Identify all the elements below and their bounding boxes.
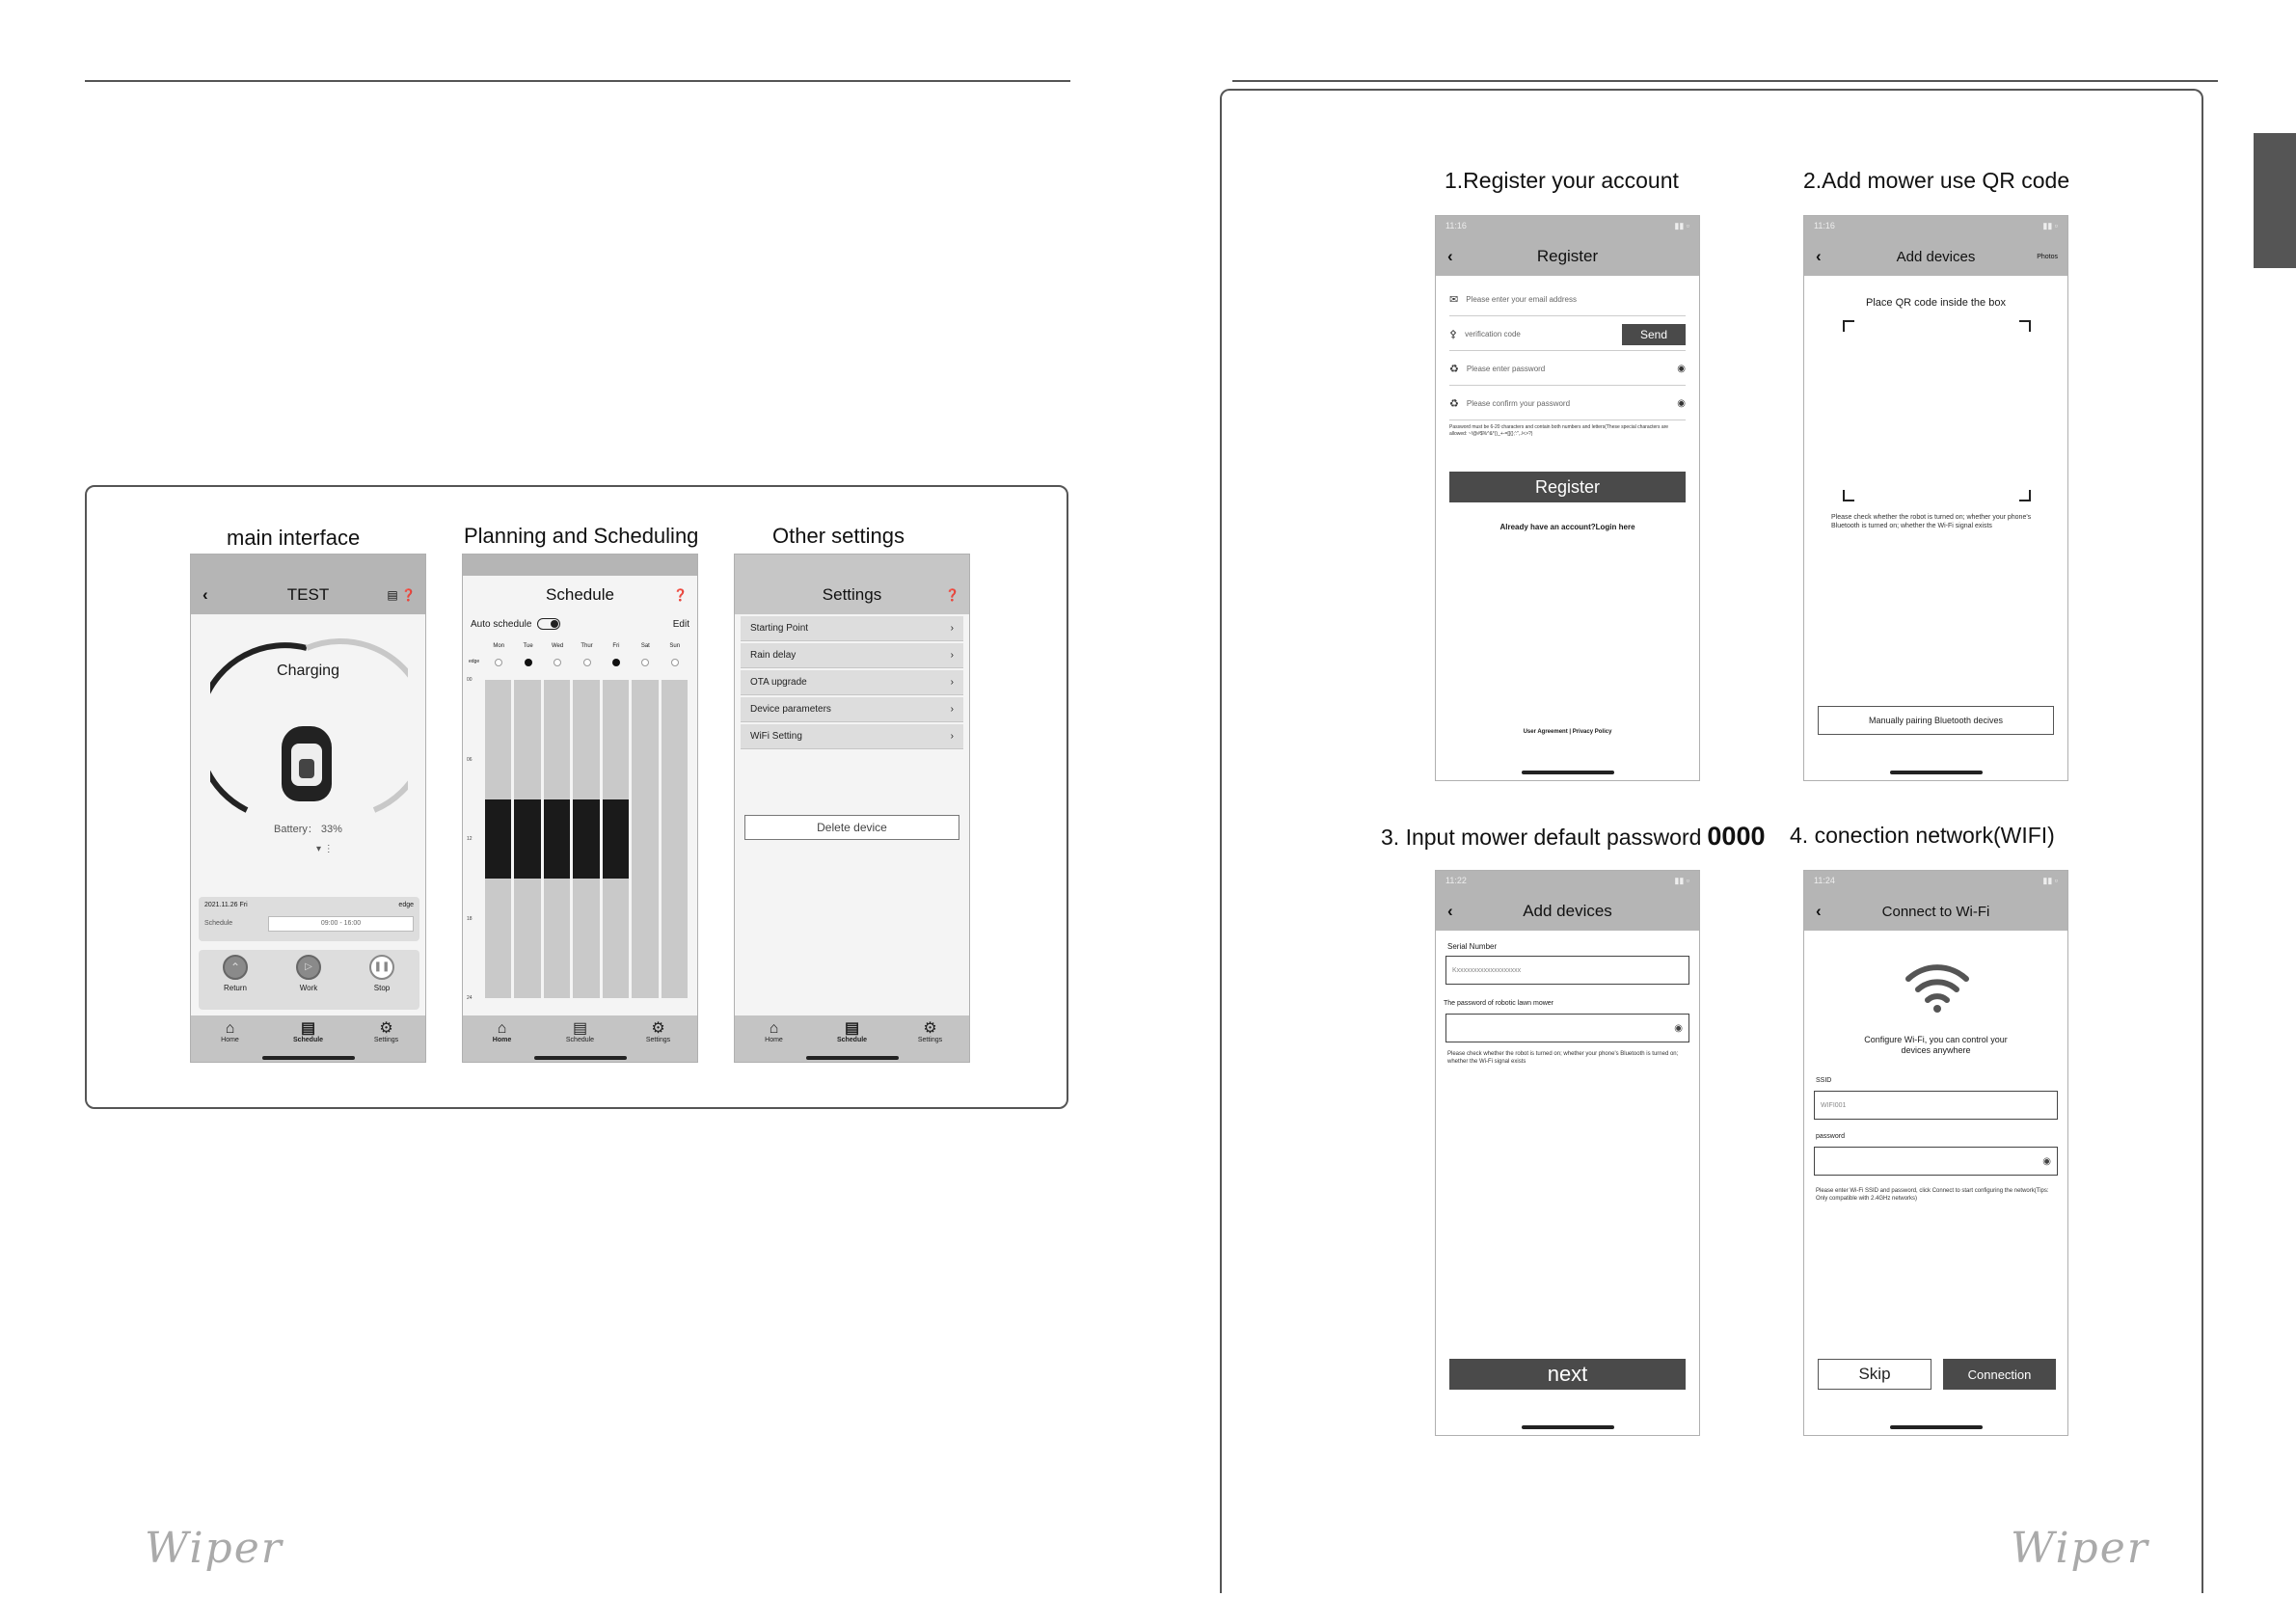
confirm-password-field[interactable] <box>1449 388 1686 420</box>
tab-home[interactable] <box>202 1021 259 1043</box>
confirm-placeholder: Please confirm your password <box>1466 399 1571 408</box>
item-label: Device parameters <box>750 704 831 715</box>
status-bar <box>1804 216 2067 237</box>
password-rules-note: Password must be 6-20 characters and contain both numbers and letters(These special characters are allowed: ~!@#$%^&*()_+-=[]{};':",./<>?) <box>1449 424 1669 437</box>
caption-qr: 2.Add mower use QR code <box>1803 168 2070 193</box>
charging-status: Charging <box>277 663 339 679</box>
phone-register <box>1435 215 1700 781</box>
left-top-rule <box>85 80 1070 82</box>
tab-schedule[interactable] <box>280 1021 338 1043</box>
gear-icon: ⚙ <box>379 1020 393 1037</box>
wifi-password-input[interactable] <box>1814 1147 2058 1176</box>
qr-note: Please check whether the robot is turned on; whether your phone's Bluetooth is turned on; whether the Wi-Fi signal exists <box>1831 514 2032 529</box>
day-column[interactable] <box>662 680 688 998</box>
edge-radio[interactable] <box>495 659 502 666</box>
key-icon: ⚴ <box>1449 329 1458 340</box>
password-placeholder: Please enter password <box>1466 365 1546 373</box>
qr-instruction: Place QR code inside the box <box>1866 297 2006 309</box>
battery-level: Battery： 33% <box>274 824 342 835</box>
home-icon: ⌂ <box>225 1020 235 1037</box>
serial-label: Serial Number <box>1447 942 1498 951</box>
caption-password-text: 3. Input mower default password <box>1381 825 1702 850</box>
settings-item-device-parameters[interactable] <box>741 697 963 722</box>
chevron-right-icon: › <box>950 677 954 688</box>
day-column[interactable] <box>632 680 658 998</box>
tab-home-label: Home <box>492 1037 512 1043</box>
settings-tabbar <box>735 1015 969 1062</box>
gear-icon: ⚙ <box>923 1020 937 1037</box>
eye-off-icon[interactable]: ◉ <box>1677 364 1686 374</box>
status-time: 11:22 <box>1445 876 1467 885</box>
status-bar <box>1436 871 1699 892</box>
phone-main-interface <box>190 554 426 1063</box>
schedule-tabbar <box>463 1015 697 1062</box>
mower-password-label: The password of robotic lawn mower <box>1444 1000 1553 1007</box>
hour-label: 18 <box>467 915 473 922</box>
qr-scan-frame <box>1843 320 2031 501</box>
schedule-title: Schedule <box>546 585 614 604</box>
tab-settings-label: Settings <box>917 1037 943 1043</box>
home-indicator <box>534 1056 627 1060</box>
mower-password-input[interactable] <box>1445 1014 1689 1042</box>
edge-label: edge <box>469 659 480 664</box>
return-label: Return <box>223 984 247 992</box>
phone-add-device <box>1435 870 1700 1436</box>
delete-device-button[interactable]: Delete device <box>744 815 959 840</box>
status-bar <box>735 555 969 576</box>
back-icon[interactable]: ‹ <box>1447 902 1453 920</box>
wifi-note: Please enter Wi-Fi SSID and password, click Connect to start configuring the network(Tips: Only compatible with 2.4GHz networks) <box>1816 1188 2049 1202</box>
lock-icon: ♻ <box>1449 398 1459 410</box>
tab-schedule[interactable] <box>552 1021 609 1043</box>
schedule-block[interactable] <box>573 799 599 880</box>
caption-planning: Planning and Scheduling <box>464 524 699 548</box>
day-header-row <box>484 643 689 655</box>
caption-main-interface: main interface <box>227 526 361 550</box>
add-device-note: Please check whether the robot is turned on; whether your phone's Bluetooth is turned on; whether the Wi-Fi signal exists <box>1447 1051 1679 1065</box>
connection-button[interactable]: Connection <box>1943 1359 2056 1390</box>
password-field[interactable] <box>1449 353 1686 386</box>
back-icon[interactable]: ‹ <box>1816 902 1822 920</box>
tab-settings[interactable] <box>630 1021 688 1043</box>
qr-header <box>1804 237 2067 276</box>
wifi-message: Configure Wi-Fi, you can control your devices anywhere <box>1864 1035 2008 1055</box>
code-placeholder: verification code <box>1465 330 1521 338</box>
edge-radio[interactable] <box>583 659 591 666</box>
wifi-header <box>1804 892 2067 931</box>
serial-number-input[interactable]: Kxxxxxxxxxxxxxxxxxxx <box>1445 956 1689 985</box>
wifi-icon <box>1904 958 1970 1014</box>
schedule-edge: edge <box>398 902 414 908</box>
brand-logo-left: Wiper <box>145 1524 284 1573</box>
skip-button[interactable]: Skip <box>1818 1359 1931 1390</box>
edge-radio[interactable] <box>641 659 649 666</box>
photos-link[interactable]: Photos <box>2037 253 2058 260</box>
privacy-policy-link[interactable]: Privacy Policy <box>1572 729 1612 735</box>
schedule-grid <box>484 680 689 998</box>
settings-item-wifi-setting[interactable] <box>741 724 963 749</box>
add-device-title: Add devices <box>1523 902 1612 920</box>
hour-label: 06 <box>467 756 473 763</box>
status-time: 11:24 <box>1814 876 1835 885</box>
edge-radio[interactable] <box>612 659 620 666</box>
work-button[interactable] <box>289 955 328 992</box>
tab-schedule-label: Schedule <box>292 1037 324 1043</box>
home-indicator <box>1522 771 1614 774</box>
home-indicator <box>806 1056 899 1060</box>
chevron-right-icon: › <box>950 704 954 715</box>
email-field[interactable] <box>1449 284 1686 316</box>
tab-home[interactable] <box>745 1021 803 1043</box>
day-label: Thur <box>581 643 593 649</box>
phone-settings <box>734 554 970 1063</box>
back-icon[interactable]: ‹ <box>1447 247 1453 265</box>
phone-qr <box>1803 215 2068 781</box>
status-time: 11:16 <box>1814 221 1835 230</box>
work-label: Work <box>299 984 318 992</box>
status-time: 11:16 <box>1445 221 1467 230</box>
schedule-header <box>463 576 697 614</box>
tab-schedule-label: Schedule <box>836 1037 868 1043</box>
schedule-time: 09:00 - 16:00 <box>268 916 414 932</box>
login-prefix: Already have an account? <box>1499 523 1596 531</box>
tab-settings[interactable] <box>358 1021 416 1043</box>
schedule-card[interactable] <box>199 897 419 941</box>
status-bar <box>1804 871 2067 892</box>
stop-button[interactable] <box>363 955 401 992</box>
manual-pairing-button[interactable]: Manually pairing Bluetooth decives <box>1818 706 2054 735</box>
legal-links: User Agreement | Privacy Policy <box>1523 729 1612 735</box>
ssid-input[interactable]: WIFI001 <box>1814 1091 2058 1120</box>
signal-icon: ▮▮ ▫ <box>1674 876 1689 885</box>
status-bar <box>463 555 697 576</box>
register-header <box>1436 237 1699 276</box>
send-code-button[interactable]: Send <box>1622 324 1686 345</box>
right-top-rule <box>1232 80 2218 82</box>
next-button[interactable]: next <box>1449 1359 1686 1390</box>
item-label: Rain delay <box>750 650 797 661</box>
main-header <box>191 576 425 614</box>
schedule-block[interactable] <box>603 799 629 880</box>
hour-label: 12 <box>467 836 473 842</box>
tab-home-label: Home <box>221 1037 239 1043</box>
tab-schedule-label: Schedule <box>565 1037 595 1043</box>
status-bar <box>1436 216 1699 237</box>
add-device-header <box>1436 892 1699 931</box>
day-label: Sat <box>640 643 650 649</box>
edge-radio[interactable] <box>671 659 679 666</box>
calendar-icon: ▤ <box>300 1020 316 1037</box>
wifi-password-label: password <box>1816 1133 1845 1140</box>
home-indicator <box>1522 1425 1614 1429</box>
edge-row <box>484 657 689 668</box>
status-bar <box>191 555 425 576</box>
phone-schedule <box>462 554 698 1063</box>
home-indicator <box>1890 1425 1983 1429</box>
item-label: OTA upgrade <box>750 677 807 688</box>
ssid-label: SSID <box>1816 1077 1832 1084</box>
tab-home[interactable] <box>473 1021 531 1043</box>
main-tabbar <box>191 1015 425 1062</box>
chevron-right-icon: › <box>950 650 954 661</box>
verification-code-field[interactable] <box>1449 318 1686 351</box>
calendar-icon: ▤ <box>844 1020 860 1037</box>
calendar-icon: ▤ <box>572 1020 588 1037</box>
stop-label: Stop <box>373 984 391 992</box>
edit-button[interactable]: Edit <box>672 618 689 630</box>
wifi-icon: ▾ ⋮ <box>316 844 334 854</box>
stop-icon: ❚❚ <box>369 955 394 980</box>
caption-password-code: 0000 <box>1707 822 1766 851</box>
hour-column <box>467 677 482 1001</box>
tab-settings-label: Settings <box>645 1037 671 1043</box>
day-label: Wed <box>551 643 564 649</box>
item-label: WiFi Setting <box>750 731 802 742</box>
tab-schedule[interactable] <box>824 1021 881 1043</box>
brand-logo-right: Wiper <box>2011 1524 2149 1573</box>
edge-radio[interactable] <box>525 659 532 666</box>
schedule-block[interactable] <box>485 799 511 880</box>
chevron-right-icon: › <box>950 623 954 634</box>
edge-radio[interactable] <box>554 659 561 666</box>
signal-icon: ▮▮ ▫ <box>2042 876 2058 885</box>
day-label: Fri <box>612 643 620 649</box>
help-icon[interactable]: ❓ <box>673 588 688 602</box>
return-icon: ⌃ <box>223 955 248 980</box>
main-title: TEST <box>286 585 330 604</box>
caption-other-settings: Other settings <box>772 524 905 548</box>
home-icon: ⌂ <box>769 1020 779 1037</box>
schedule-date: 2021.11.26 Fri <box>204 902 248 908</box>
caption-register: 1.Register your account <box>1445 168 1679 193</box>
return-button[interactable] <box>216 955 255 992</box>
lock-icon: ♻ <box>1449 364 1459 375</box>
register-title: Register <box>1536 247 1599 265</box>
side-tab <box>2254 133 2296 268</box>
hour-label: 00 <box>467 677 473 683</box>
caption-password <box>1381 822 1765 852</box>
settings-header <box>735 576 969 614</box>
home-indicator <box>262 1056 355 1060</box>
auto-schedule-row <box>471 614 689 634</box>
home-icon: ⌂ <box>497 1020 507 1037</box>
email-placeholder: Please enter your email address <box>1466 295 1577 304</box>
tab-settings[interactable] <box>902 1021 959 1043</box>
gear-icon: ⚙ <box>651 1020 665 1037</box>
signal-icon: ▮▮ ▫ <box>1674 221 1689 230</box>
settings-item-ota-upgrade[interactable] <box>741 670 963 695</box>
auto-schedule-label: Auto schedule <box>471 618 532 630</box>
settings-item-rain-delay[interactable] <box>741 643 963 668</box>
signal-icon: ▮▮ ▫ <box>2042 221 2058 230</box>
schedule-block[interactable] <box>514 799 540 880</box>
eye-icon[interactable]: ◉ <box>2042 1155 2051 1167</box>
day-label: Sun <box>669 643 681 649</box>
work-icon: ▷ <box>296 955 321 980</box>
home-indicator <box>1890 771 1983 774</box>
qr-title: Add devices <box>1896 248 1976 265</box>
user-agreement-link[interactable]: User Agreement <box>1523 729 1568 735</box>
day-label: Mon <box>493 643 505 649</box>
mail-icon: ✉ <box>1449 294 1459 306</box>
day-label: Tue <box>523 643 533 649</box>
tab-home-label: Home <box>765 1037 783 1043</box>
hour-label: 24 <box>467 995 473 1001</box>
help-icon[interactable]: ❓ <box>945 588 959 602</box>
back-icon[interactable]: ‹ <box>1816 247 1822 265</box>
wifi-title: Connect to Wi-Fi <box>1881 903 1990 920</box>
tab-settings-label: Settings <box>373 1037 399 1043</box>
settings-item-starting-point[interactable] <box>741 616 963 641</box>
login-row <box>1436 523 1699 531</box>
register-button[interactable]: Register <box>1449 472 1686 502</box>
phone-connect-wifi <box>1803 870 2068 1436</box>
chevron-right-icon: › <box>950 731 954 742</box>
help-icon[interactable]: ▤ ❓ <box>387 588 416 602</box>
login-link[interactable]: Login here <box>1595 523 1635 531</box>
auto-schedule-toggle[interactable] <box>537 618 560 630</box>
back-icon[interactable]: ‹ <box>203 585 208 604</box>
schedule-block[interactable] <box>544 799 570 880</box>
mower-icon <box>282 726 332 801</box>
caption-wifi: 4. conection network(WIFI) <box>1790 823 2055 848</box>
settings-title: Settings <box>822 585 882 604</box>
eye-off-icon[interactable]: ◉ <box>1677 398 1686 409</box>
item-label: Starting Point <box>750 623 809 634</box>
eye-icon[interactable]: ◉ <box>1674 1022 1683 1034</box>
schedule-label: Schedule <box>204 920 233 927</box>
